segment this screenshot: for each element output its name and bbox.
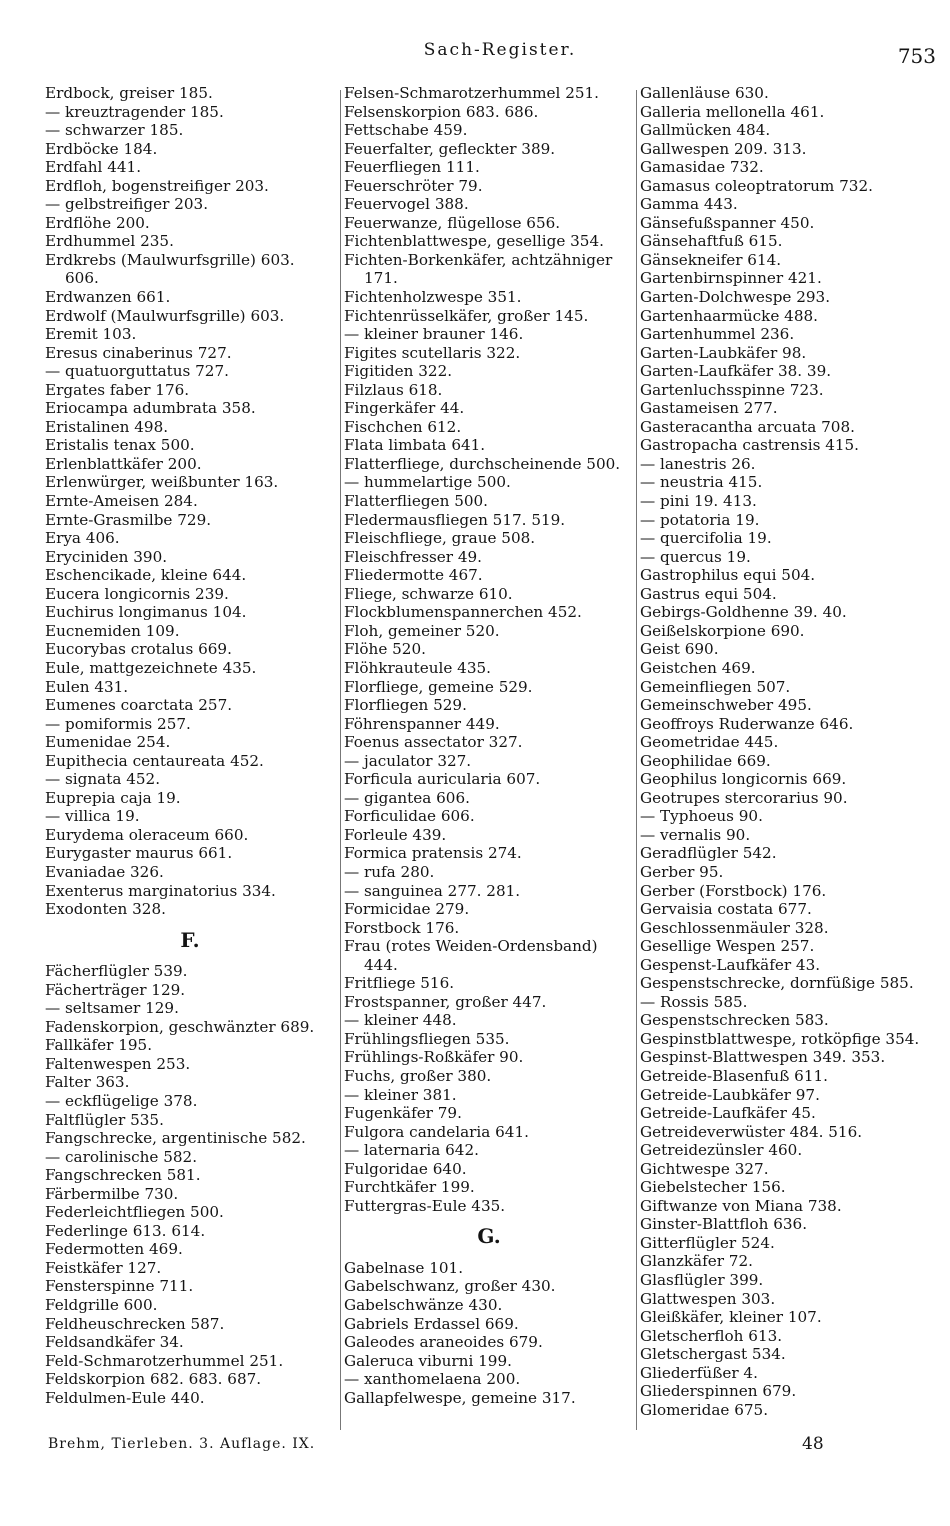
index-entry: Glattwespen 303. [640, 1289, 776, 1308]
index-entry: — signata 452. [45, 770, 161, 789]
index-entry: Exodonten 328. [45, 900, 166, 919]
index-entry: Fledermausfliegen 517. 519. [344, 510, 566, 529]
index-entry: — kleiner 448. [344, 1011, 457, 1030]
index-entry: Gabelschwänze 430. [344, 1296, 503, 1314]
index-entry: Erdböcke 184. [45, 139, 158, 158]
index-entry: Frau (rotes Weiden-Ordensband) [344, 937, 598, 956]
index-entry: Föhrenspanner 449. [344, 714, 500, 733]
index-entry: Fichtenblattwespe, gesellige 354. [344, 232, 604, 251]
index-entry: Flöhkrauteule 435. [344, 658, 491, 677]
index-entry: Gerber 95. [640, 862, 724, 881]
index-entry: Galeodes araneoides 679. [344, 1333, 543, 1352]
index-entry: Federleichtfliegen 500. [45, 1203, 224, 1222]
index-entry: Geometridae 445. [640, 733, 779, 752]
index-entry: — sanguinea 277. 281. [344, 881, 521, 900]
index-entry: — kreuztragender 185. [45, 102, 224, 121]
index-entry: Feldgrille 600. [45, 1296, 158, 1314]
index-entry: Gartenhaarmücke 488. [640, 306, 818, 325]
index-entry: Fulgoridae 640. [344, 1159, 467, 1178]
index-entry: Eurygaster maurus 661. [45, 844, 233, 863]
index-entry: Feuerfalter, gefleckter 389. [344, 139, 556, 158]
index-entry: Florfliegen 529. [344, 696, 467, 715]
index-entry: — schwarzer 185. [45, 121, 184, 140]
index-entry: Giftwanze von Miana 738. [640, 1196, 842, 1215]
index-entry: Garten-Dolchwespe 293. [640, 288, 831, 307]
index-entry: Feuerfliegen 111. [344, 158, 480, 177]
index-entry: Futtergras-Eule 435. [344, 1196, 506, 1215]
index-entry: Flockblumenspannerchen 452. [344, 603, 582, 622]
index-entry: — potatoria 19. [640, 510, 760, 529]
index-entry: Gespinst-Blattwespen 349. 353. [640, 1048, 886, 1067]
index-entry: Gebirgs-Goldhenne 39. 40. [640, 603, 847, 622]
index-entry: Erdhummel 235. [45, 232, 174, 251]
index-entry: Erdwolf (Maulwurfsgrille) 603. [45, 306, 285, 325]
index-entry: Felsenskorpion 683. 686. [344, 102, 539, 121]
page-number: 753 [897, 44, 936, 68]
index-entry: Forficula auricularia 607. [344, 770, 541, 789]
index-entry: Evaniadae 326. [45, 862, 164, 881]
index-entry: — pomiformis 257. [45, 714, 191, 733]
index-entry: Falter 363. [45, 1073, 130, 1092]
index-entry: Eupithecia centaureata 452. [45, 751, 264, 770]
index-entry: — quatuorguttatus 727. [45, 362, 229, 381]
index-entry: — Rossis 585. [640, 992, 748, 1011]
index-entry: Foenus assectator 327. [344, 733, 523, 752]
index-entry: — carolinische 582. [45, 1147, 198, 1166]
index-entry: Erdkrebs (Maulwurfsgrille) 603. [45, 250, 295, 269]
index-entry: Federmotten 469. [45, 1240, 183, 1259]
index-entry: Feldulmen-Eule 440. [45, 1388, 205, 1407]
index-entry: Ernte-Ameisen 284. [45, 492, 198, 511]
index-entry: Gallenläuse 630. [640, 84, 769, 102]
index-entry: Gespenstschrecke, dornfüßige 585. [640, 974, 914, 993]
index-entry: — gelbstreifiger 203. [45, 195, 209, 214]
index-entry: 171. [364, 269, 398, 288]
index-entry: Gamasus coleoptratorum 732. [640, 176, 873, 195]
index-entry: Gesellige Wespen 257. [640, 937, 815, 956]
index-entry: Fächerträger 129. [45, 980, 186, 999]
index-entry: Gasteracantha arcuata 708. [640, 417, 855, 436]
index-entry: Gastrus equi 504. [640, 584, 777, 603]
index-entry: — neustria 415. [640, 473, 763, 492]
index-entry: Erdfloh, bogenstreifiger 203. [45, 176, 269, 195]
index-column-3 [640, 84, 940, 1419]
section-letter: G. [477, 1224, 501, 1249]
index-entry: Euprepia caja 19. [45, 788, 181, 807]
index-entry: Garten-Laubkäfer 98. [640, 343, 807, 362]
index-entry: Eucnemiden 109. [45, 621, 180, 640]
index-entry: — vernalis 90. [640, 825, 751, 844]
footer-signature: Brehm, Tierleben. 3. Auflage. IX. [48, 1436, 316, 1452]
index-entry: Exenterus marginatorius 334. [45, 881, 276, 900]
index-entry: Feuervogel 388. [344, 195, 469, 214]
index-entry: Ginster-Blattfloh 636. [640, 1215, 808, 1234]
index-entry: Fleischfresser 49. [344, 547, 483, 566]
index-entry: Faltflügler 535. [45, 1110, 164, 1129]
index-entry: Ernte-Grasmilbe 729. [45, 510, 212, 529]
index-entry: Erdbock, greiser 185. [45, 84, 213, 102]
index-entry: Fichten-Borkenkäfer, achtzähniger [344, 250, 613, 269]
index-entry: Formica pratensis 274. [344, 844, 522, 863]
index-entry: Fettschabe 459. [344, 121, 468, 140]
index-entry: Eristalinen 498. [45, 417, 169, 436]
index-entry: Fensterspinne 711. [45, 1277, 194, 1296]
index-entry: Fangschrecken 581. [45, 1166, 201, 1185]
index-entry: Frühlingsfliegen 535. [344, 1029, 510, 1048]
index-entry: Flata limbata 641. [344, 436, 486, 455]
index-entry: Fadenskorpion, geschwänzter 689. [45, 1017, 315, 1036]
index-entry: Feld-Schmarotzerhummel 251. [45, 1351, 284, 1370]
index-entry: Geoffroys Ruderwanze 646. [640, 714, 854, 733]
index-entry: — kleiner 381. [344, 1085, 457, 1104]
index-entry: — pini 19. 413. [640, 492, 757, 511]
index-entry: Feldskorpion 682. 683. 687. [45, 1370, 262, 1389]
index-entry: Glanzkäfer 72. [640, 1252, 753, 1271]
index-entry: Gliederspinnen 679. [640, 1382, 797, 1401]
index-entry: Färbermilbe 730. [45, 1184, 179, 1203]
index-entry: Geist 690. [640, 640, 719, 659]
index-entry: Eresus cinaberinus 727. [45, 343, 232, 362]
index-entry: — eckflügelige 378. [45, 1091, 198, 1110]
index-entry: Fingerkäfer 44. [344, 399, 465, 418]
index-entry: Frostspanner, großer 447. [344, 992, 547, 1011]
index-entry: — Typhoeus 90. [640, 807, 763, 826]
index-entry: Eschencikade, kleine 644. [45, 566, 247, 585]
index-entry: Feuerwanze, flügellose 656. [344, 213, 561, 232]
index-entry: Gemeinfliegen 507. [640, 677, 791, 696]
index-entry: — villica 19. [45, 807, 140, 826]
index-entry: Geschlossenmäuler 328. [640, 918, 829, 937]
index-entry: Flatterfliegen 500. [344, 492, 489, 511]
index-entry: Eurydema oleraceum 660. [45, 825, 249, 844]
index-entry: Eucera longicornis 239. [45, 584, 229, 603]
index-entry: Gartenhummel 236. [640, 325, 795, 344]
index-entry: Feldheuschrecken 587. [45, 1314, 225, 1333]
index-entry: — hummelartige 500. [344, 473, 511, 492]
index-entry: Faltenwespen 253. [45, 1054, 191, 1073]
index-entry: Flöhe 520. [344, 640, 426, 659]
index-entry: Federlinge 613. 614. [45, 1221, 206, 1240]
index-entry: Euchirus longimanus 104. [45, 603, 247, 622]
index-entry: — lanestris 26. [640, 454, 756, 473]
index-entry: Feldsandkäfer 34. [45, 1333, 184, 1352]
index-entry: Gleißkäfer, kleiner 107. [640, 1308, 822, 1327]
index-entry: — laternaria 642. [344, 1141, 479, 1160]
index-entry: Figitiden 322. [344, 362, 453, 381]
index-entry: Floh, gemeiner 520. [344, 621, 500, 640]
index-entry: Giebelstecher 156. [640, 1178, 786, 1197]
index-entry: Florfliege, gemeine 529. [344, 677, 533, 696]
index-entry: Garten-Laufkäfer 38. 39. [640, 362, 832, 381]
index-entry: Gänsekneifer 614. [640, 250, 782, 269]
index-entry: Eristalis tenax 500. [45, 436, 195, 455]
index-entry: Frühlings-Roßkäfer 90. [344, 1048, 524, 1067]
index-entry: Gespenst-Laufkäfer 43. [640, 955, 821, 974]
index-entry: Gallapfelwespe, gemeine 317. [344, 1388, 576, 1407]
index-entry: Fleischfliege, graue 508. [344, 529, 536, 548]
index-entry: Felsen-Schmarotzerhummel 251. [344, 84, 600, 102]
index-entry: Fächerflügler 539. [45, 962, 188, 981]
index-entry: — kleiner brauner 146. [344, 325, 524, 344]
index-entry: Gitterflügler 524. [640, 1233, 775, 1252]
index-entry: Gletschergast 534. [640, 1345, 786, 1364]
index-entry: Gletscherfloh 613. [640, 1326, 783, 1345]
index-entry: Erdfahl 441. [45, 158, 142, 177]
index-column-2 [344, 84, 634, 1407]
index-entry: Fichtenholzwespe 351. [344, 288, 522, 307]
index-entry: Getreide-Laufkäfer 45. [640, 1104, 816, 1123]
index-entry: — quercus 19. [640, 547, 751, 566]
index-entry: Geistchen 469. [640, 658, 756, 677]
index-entry: 444. [364, 955, 398, 974]
index-entry: Eryciniden 390. [45, 547, 168, 566]
index-entry: Gespinstblattwespe, rotköpfige 354. [640, 1029, 920, 1048]
index-entry: Fliedermotte 467. [344, 566, 483, 585]
index-entry: Ergates faber 176. [45, 380, 190, 399]
index-entry: Fliege, schwarze 610. [344, 584, 513, 603]
index-entry: Eulen 431. [45, 677, 129, 696]
index-entry: Fischchen 612. [344, 417, 462, 436]
index-entry: Forleule 439. [344, 825, 447, 844]
index-entry: Erlenwürger, weißbunter 163. [45, 473, 279, 492]
index-entry: Gemeinschweber 495. [640, 696, 812, 715]
index-entry: Eumenidae 254. [45, 733, 171, 752]
index-entry: Filzlaus 618. [344, 380, 443, 399]
sheet-number: 48 [802, 1434, 824, 1454]
index-entry: Gartenbirnspinner 421. [640, 269, 822, 288]
index-entry: Gabelnase 101. [344, 1258, 464, 1277]
index-entry: Formicidae 279. [344, 900, 470, 919]
index-entry: Gastrophilus equi 504. [640, 566, 816, 585]
index-entry: Gartenluchsspinne 723. [640, 380, 824, 399]
index-entry: — jaculator 327. [344, 751, 472, 770]
index-entry: Gamasidae 732. [640, 158, 764, 177]
index-entry: Gastropacha castrensis 415. [640, 436, 860, 455]
index-entry: Gichtwespe 327. [640, 1159, 769, 1178]
index-entry: Glasflügler 399. [640, 1271, 764, 1289]
column-divider [636, 90, 637, 1430]
index-entry: Getreide-Blasenfuß 611. [640, 1066, 828, 1085]
index-entry: Flatterfliege, durchscheinende 500. [344, 454, 621, 473]
index-entry: Geißelskorpione 690. [640, 621, 805, 640]
index-entry: Glomeridae 675. [640, 1400, 769, 1419]
index-entry: Gänsehaftfuß 615. [640, 232, 783, 251]
index-entry: — xanthomelaena 200. [344, 1370, 521, 1389]
index-entry: Geophilus longicornis 669. [640, 770, 847, 789]
index-entry: Fritfliege 516. [344, 974, 455, 993]
index-entry: Gabriels Erdassel 669. [344, 1314, 519, 1333]
index-entry: Fulgora candelaria 641. [344, 1122, 529, 1141]
index-entry: Fuchs, großer 380. [344, 1066, 492, 1085]
column-divider [340, 90, 341, 1430]
index-entry: Gastameisen 277. [640, 399, 778, 418]
index-entry: Furchtkäfer 199. [344, 1178, 475, 1197]
index-entry: Gallmücken 484. [640, 121, 771, 140]
index-entry: Erdflöhe 200. [45, 213, 150, 232]
index-entry: Eumenes coarctata 257. [45, 696, 233, 715]
index-entry: Fugenkäfer 79. [344, 1104, 462, 1123]
index-entry: Gespenstschrecken 583. [640, 1011, 829, 1030]
index-column-1 [45, 84, 335, 1407]
index-entry: Getreidezünsler 460. [640, 1141, 803, 1160]
index-entry: Getreide-Laubkäfer 97. [640, 1085, 820, 1104]
index-entry: — rufa 280. [344, 862, 435, 881]
index-entry: Erdwanzen 661. [45, 288, 171, 307]
index-entry: Gänsefußspanner 450. [640, 213, 815, 232]
index-entry: Erlenblattkäfer 200. [45, 454, 202, 473]
index-entry: Galleria mellonella 461. [640, 102, 825, 121]
index-entry: Feistkäfer 127. [45, 1258, 162, 1277]
index-entry: Fichtenrüsselkäfer, großer 145. [344, 306, 589, 325]
index-entry: Feuerschröter 79. [344, 176, 483, 195]
index-entry: — gigantea 606. [344, 788, 470, 807]
index-entry: Gamma 443. [640, 195, 738, 214]
index-entry: Erya 406. [45, 529, 120, 548]
index-entry: Eriocampa adumbrata 358. [45, 399, 256, 418]
index-entry: Gabelschwanz, großer 430. [344, 1277, 556, 1296]
index-entry: Gervaisia costata 677. [640, 900, 812, 919]
index-entry: Gerber (Forstbock) 176. [640, 881, 827, 900]
index-entry: Gallwespen 209. 313. [640, 139, 807, 158]
index-entry: Figites scutellaris 322. [344, 343, 521, 362]
index-entry: Geotrupes stercorarius 90. [640, 788, 848, 807]
index-entry: — quercifolia 19. [640, 529, 772, 548]
index-entry: Eucorybas crotalus 669. [45, 640, 232, 659]
index-entry: Fangschrecke, argentinische 582. [45, 1129, 306, 1148]
section-letter: F. [180, 927, 200, 952]
index-entry: Forficulidae 606. [344, 807, 475, 826]
index-entry: Forstbock 176. [344, 918, 460, 937]
index-entry: Geradflügler 542. [640, 844, 777, 863]
index-entry: — seltsamer 129. [45, 999, 179, 1018]
index-entry: 606. [65, 269, 99, 288]
index-entry: Getreideverwüster 484. 516. [640, 1122, 863, 1141]
index-entry: Geophilidae 669. [640, 751, 771, 770]
index-entry: Galeruca viburni 199. [344, 1351, 512, 1370]
index-entry: Eremit 103. [45, 325, 137, 344]
index-entry: Gliederfüßer 4. [640, 1363, 758, 1382]
index-entry: Fallkäfer 195. [45, 1036, 153, 1055]
index-entry: Eule, mattgezeichnete 435. [45, 658, 257, 677]
page-title: Sach-Register. [423, 40, 577, 60]
